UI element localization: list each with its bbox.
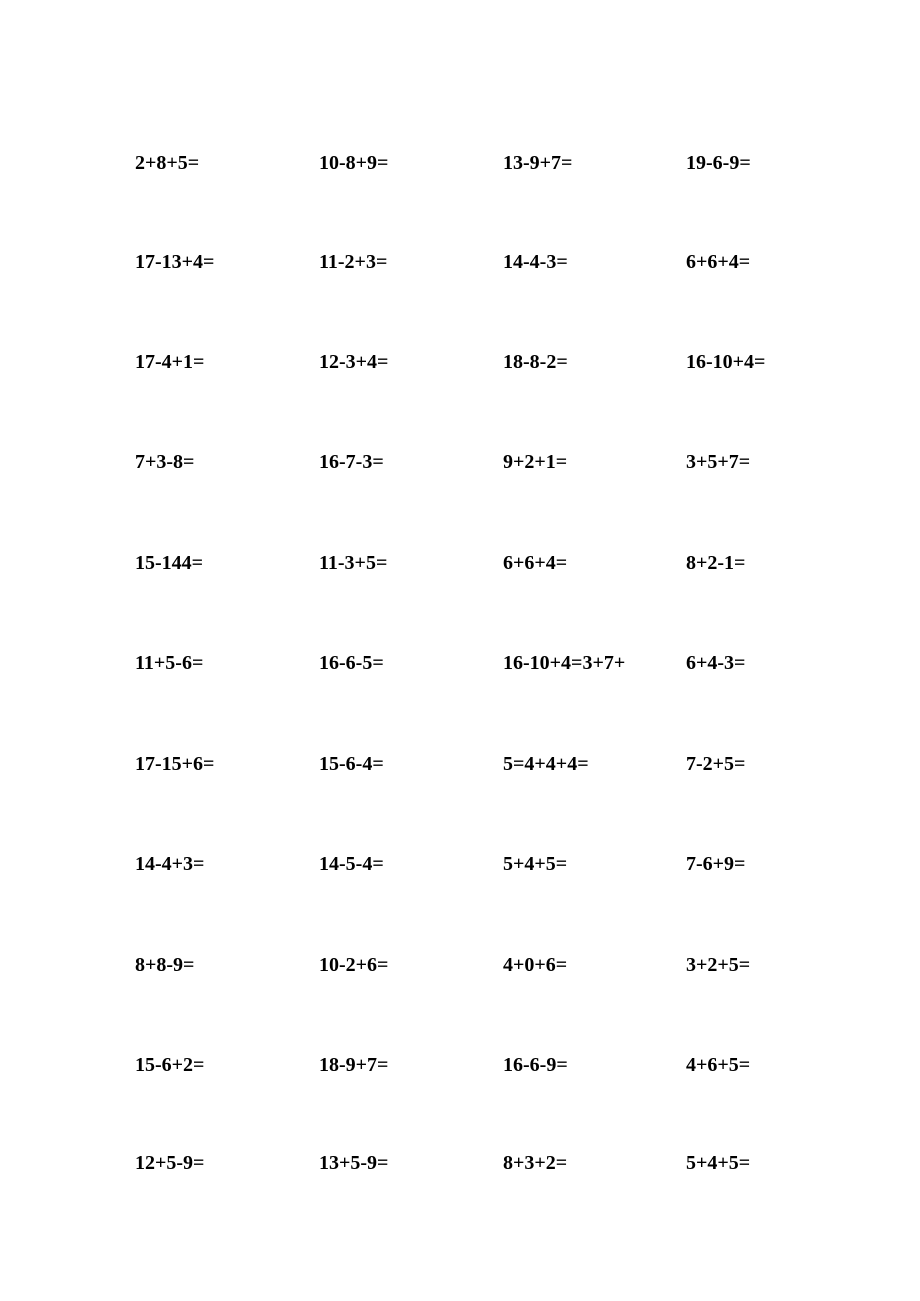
math-problem: 13-9+7= xyxy=(503,152,573,174)
math-problem: 10-2+6= xyxy=(319,954,389,976)
math-problem: 12-3+4= xyxy=(319,351,389,373)
math-problem: 16-6-9= xyxy=(503,1054,568,1076)
math-problem: 10-8+9= xyxy=(319,152,389,174)
math-problem: 5=4+4+4= xyxy=(503,753,589,775)
math-problem: 11+5-6= xyxy=(135,652,204,674)
math-problem: 15-6+2= xyxy=(135,1054,205,1076)
math-problem: 16-10+4= xyxy=(686,351,766,373)
math-problem: 3+2+5= xyxy=(686,954,751,976)
math-problem: 14-4-3= xyxy=(503,251,568,273)
math-problem: 7+3-8= xyxy=(135,451,195,473)
math-problem: 6+6+4= xyxy=(686,251,751,273)
math-problem: 17-15+6= xyxy=(135,753,215,775)
math-problem: 15-6-4= xyxy=(319,753,384,775)
math-problem: 5+4+5= xyxy=(686,1152,751,1174)
math-problem: 4+6+5= xyxy=(686,1054,751,1076)
math-problem: 11-2+3= xyxy=(319,251,388,273)
math-problem: 9+2+1= xyxy=(503,451,568,473)
math-problem: 15-144= xyxy=(135,552,204,574)
math-problem: 17-13+4= xyxy=(135,251,215,273)
math-problem: 16-10+4=3+7+ xyxy=(503,652,626,674)
math-problem: 14-4+3= xyxy=(135,853,205,875)
math-problem: 3+5+7= xyxy=(686,451,751,473)
math-problem: 12+5-9= xyxy=(135,1152,205,1174)
math-problem: 8+3+2= xyxy=(503,1152,568,1174)
math-problem: 8+2-1= xyxy=(686,552,746,574)
math-problem: 17-4+1= xyxy=(135,351,205,373)
math-problem: 7-2+5= xyxy=(686,753,746,775)
math-problem: 16-7-3= xyxy=(319,451,384,473)
math-problem: 5+4+5= xyxy=(503,853,568,875)
math-problem: 7-6+9= xyxy=(686,853,746,875)
math-problem: 19-6-9= xyxy=(686,152,751,174)
math-problem: 2+8+5= xyxy=(135,152,200,174)
math-problem: 6+6+4= xyxy=(503,552,568,574)
math-problem: 14-5-4= xyxy=(319,853,384,875)
math-problem: 18-8-2= xyxy=(503,351,568,373)
math-problem: 6+4-3= xyxy=(686,652,746,674)
math-problem: 18-9+7= xyxy=(319,1054,389,1076)
math-problem: 16-6-5= xyxy=(319,652,384,674)
math-problem: 4+0+6= xyxy=(503,954,568,976)
math-problem: 8+8-9= xyxy=(135,954,195,976)
math-problem: 11-3+5= xyxy=(319,552,388,574)
math-problem: 13+5-9= xyxy=(319,1152,389,1174)
